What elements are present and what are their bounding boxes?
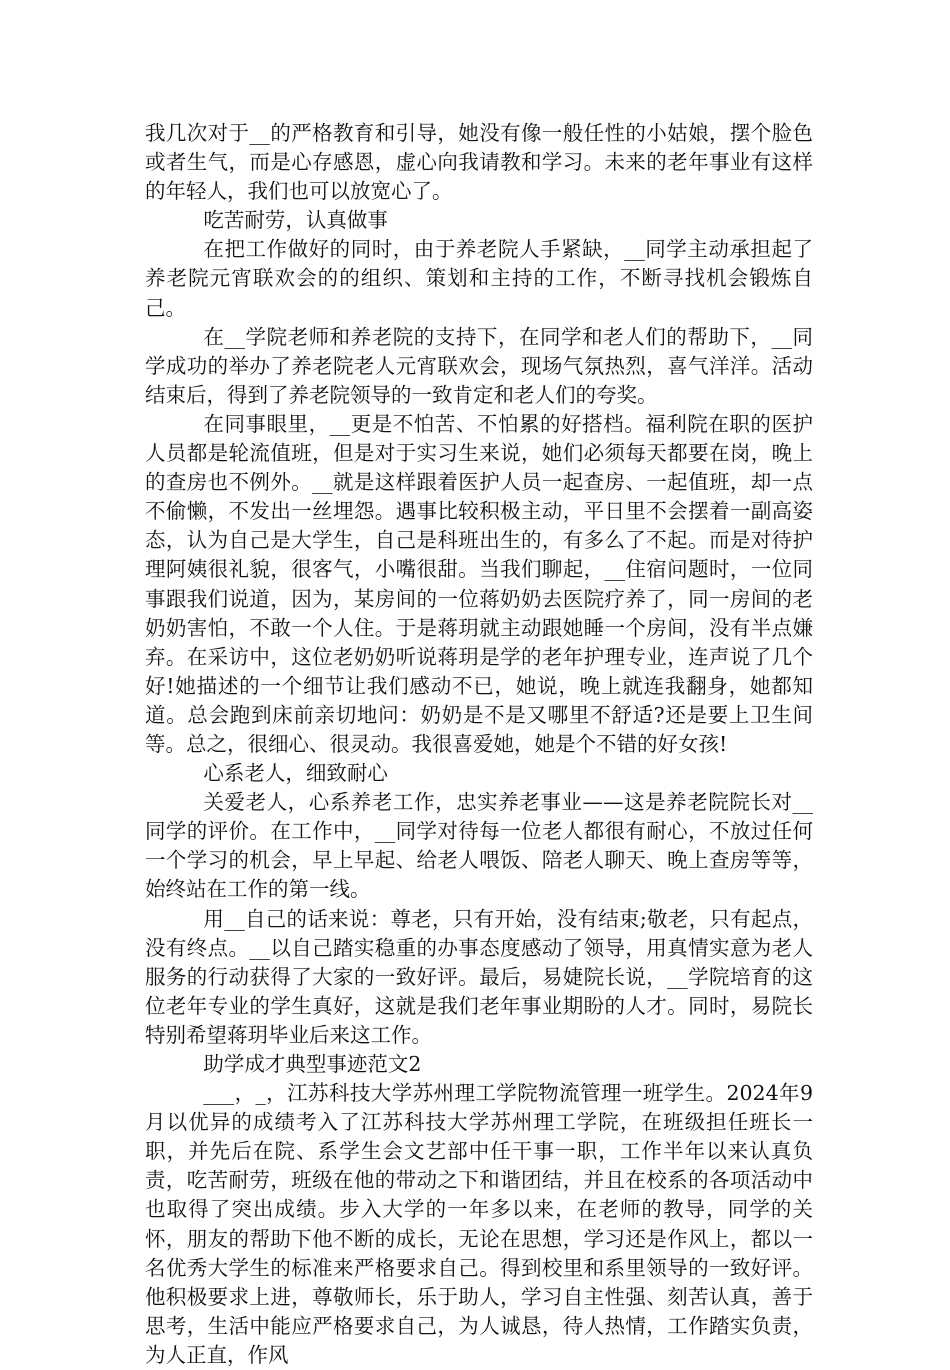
paragraph: 我几次对于__的严格教育和引导，她没有像一般任性的小姑娘，摆个脸色或者生气，而是心存感恩，虚心向我请教和学习。未来的老年事业有这样的年轻人，我们也可以放宽心了。 [145, 121, 813, 204]
paragraph: ___，_，江苏科技大学苏州理工学院物流管理一班学生。2024年9月以优异的成绩考入了江苏科技大学苏州理工学院，在班级担任班长一职，并先后在院、系学生会文艺部中任干事一职，工作半年以来认真负责，吃苦耐劳，班级在他的带动之下和谐团结，并且在校系的各项活动中也取得了突出成绩。步入大学的一年多以来，在老师的教导，同学的关怀，朋友的帮助下他不断的成长，无论在思想，学习还是作风上，都以一名优秀大学生的标准来严格要求自己。得到校里和系里领导的一致好评。他积极要求上进，尊敬师长，乐于助人，学习自主性强、刻苦认真，善于思考，生活中能应严格要求自己，为人诚恳，待人热情，工作踏实负责，为人正直，作风 [145, 1081, 813, 1367]
paragraph: 在同事眼里，__更是不怕苦、不怕累的好搭档。福利院在职的医护人员都是轮流值班，但是对于实习生来说，她们必须每天都要在岗，晚上的查房也不例外。__就是这样跟着医护人员一起查房、一起值班，却一点不偷懒，不发出一丝埋怨。遇事比较积极主动，平日里不会摆着一副高姿态，认为自己是大学生，自己是科班出生的，有多么了不起。而是对待护理阿姨很礼貌，很客气，小嘴很甜。当我们聊起，__住宿问题时，一位同事跟我们说道，因为，某房间的一位蒋奶奶去医院疗养了，同一房间的老奶奶害怕，不敢一个人住。于是蒋玥就主动跟她睡一个房间，没有半点嫌弃。在采访中，这位老奶奶听说蒋玥是学的老年护理专业，连声说了几个好!她描述的一个细节让我们感动不已，她说，晚上就连我翻身，她都知道。总会跑到床前亲切地问：奶奶是不是又哪里不舒适?还是要上卫生间等。总之，很细心、很灵动。我很喜爱她，她是个不错的好女孩! [145, 411, 813, 756]
section-heading: 吃苦耐劳，认真做事 [203, 208, 388, 233]
paragraph: 关爱老人，心系养老工作，忠实养老事业——这是养老院院长对__同学的评价。在工作中，__同学对待每一位老人都很有耐心，不放过任何一个学习的机会，早上早起、给老人喂饭、陪老人聊天、晚上查房等等，始终站在工作的第一线。 [145, 790, 813, 902]
section-heading: 心系老人，细致耐心 [203, 761, 388, 786]
paragraph: 在__学院老师和养老院的支持下，在同学和老人们的帮助下，__同学成功的举办了养老院老人元宵联欢会，现场气氛热烈，喜气洋洋。活动结束后，得到了养老院领导的一致肯定和老人们的夸奖。 [145, 324, 813, 407]
paragraph: 在把工作做好的同时，由于养老院人手紧缺，__同学主动承担起了养老院元宵联欢会的的组织、策划和主持的工作，不断寻找机会锻炼自己。 [145, 237, 813, 320]
section-heading: 助学成才典型事迹范文2 [203, 1052, 422, 1076]
document-body [145, 119, 813, 1370]
paragraph: 用__自己的话来说：尊老，只有开始，没有结束;敬老，只有起点，没有终点。__以自己踏实稳重的办事态度感动了领导，用真情实意为老人服务的行动获得了大家的一致好评。最后，易婕院长说，__学院培育的这位老年专业的学生真好，这就是我们老年事业期盼的人才。同时，易院长特别希望蒋玥毕业后来这工作。 [145, 906, 813, 1047]
